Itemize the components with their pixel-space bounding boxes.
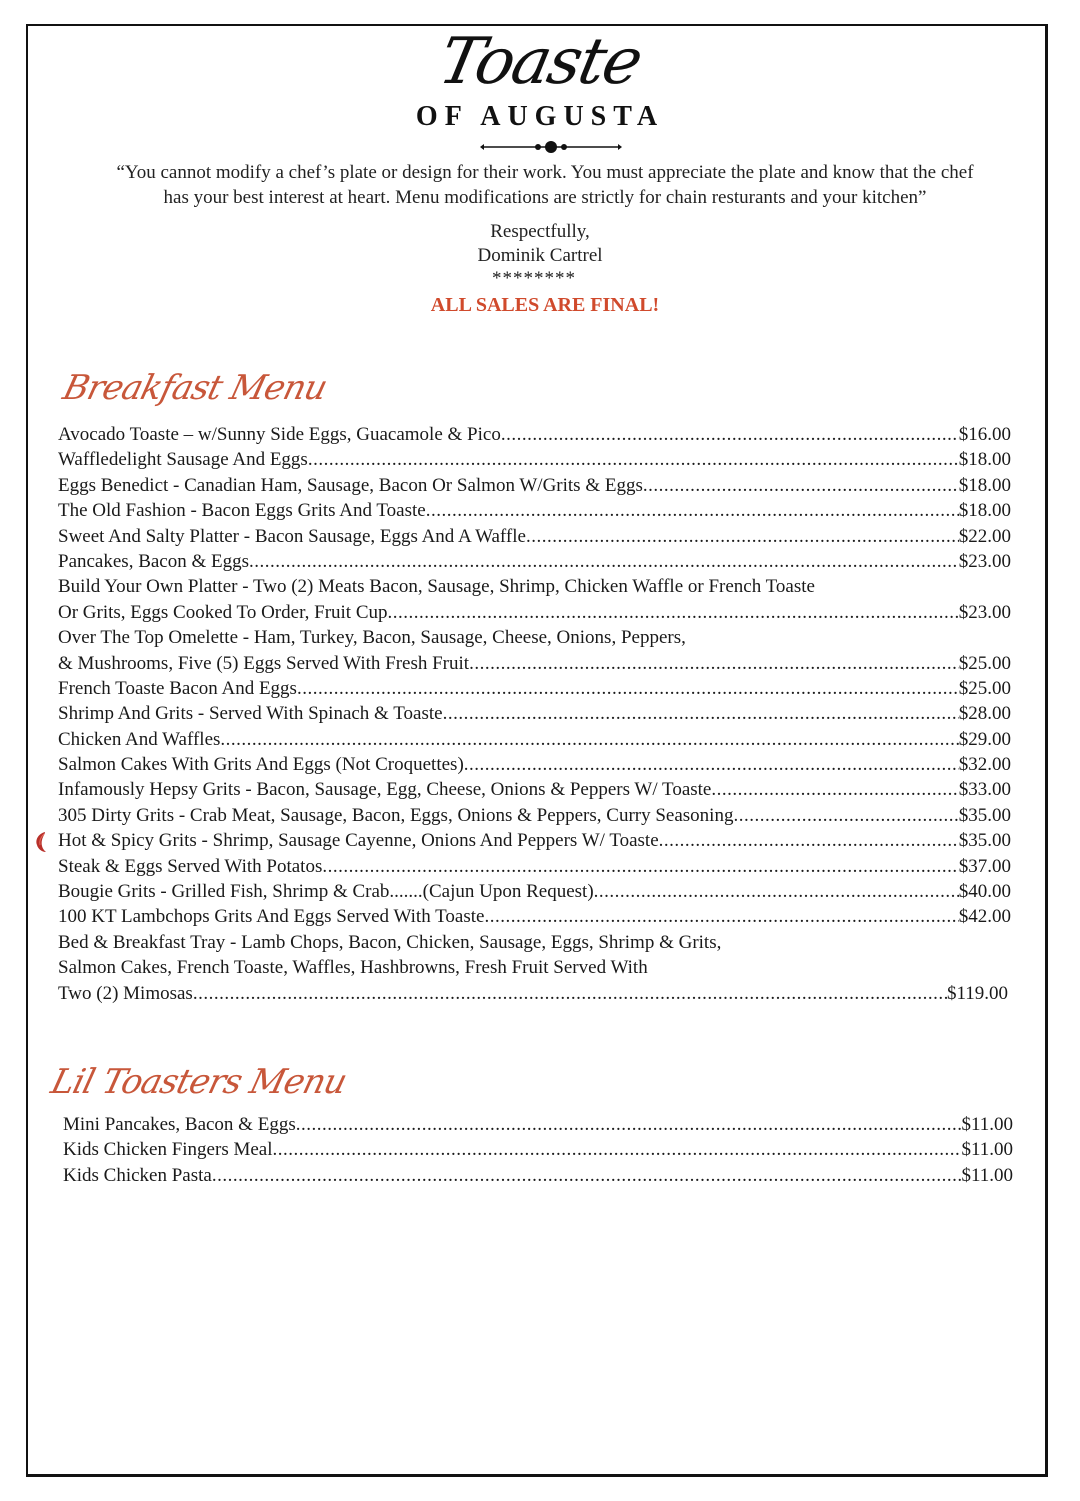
- dot-leader: [426, 498, 959, 523]
- sales-final-notice: ALL SALES ARE FINAL!: [430, 294, 660, 316]
- menu-item: [58, 701, 1011, 726]
- menu-item: [58, 549, 1011, 574]
- menu-item: [63, 1163, 1013, 1188]
- menu-item: [58, 473, 1011, 498]
- item-name-line1: Over The Top Omelette - Ham, Turkey, Bacon, Sausage, Cheese, Onions, Peppers,: [58, 627, 686, 649]
- dot-leader: [464, 752, 959, 777]
- menu-item: [63, 1137, 1013, 1162]
- item-price: $25.00: [958, 677, 1011, 699]
- menu-item: [58, 676, 1011, 701]
- dot-leader: [526, 524, 959, 549]
- menu-item-spicy: [58, 828, 1011, 853]
- menu-item: [58, 854, 1011, 879]
- item-price: $33.00: [958, 779, 1011, 801]
- item-name: Bougie Grits - Grilled Fish, Shrimp & Crab.......(Cajun Upon Request): [58, 881, 594, 903]
- item-name: Mini Pancakes, Bacon & Eggs: [63, 1114, 296, 1135]
- item-price: $11.00: [961, 1164, 1013, 1186]
- dot-leader: [212, 1163, 962, 1188]
- dot-leader: [308, 447, 959, 472]
- item-name: The Old Fashion - Bacon Eggs Grits And Toaste: [58, 500, 426, 522]
- menu-item: [58, 904, 1011, 929]
- item-price: $18.00: [958, 449, 1011, 471]
- separator-stars: ********: [492, 268, 576, 289]
- menu-item-desc-line: [58, 625, 1011, 650]
- dot-leader: [273, 1137, 962, 1162]
- menu-item: [58, 651, 1011, 676]
- item-name: Avocado Toaste – w/Sunny Side Eggs, Guacamole & Pico: [58, 424, 501, 445]
- item-name-line1: Bed & Breakfast Tray - Lamb Chops, Bacon, Chicken, Sausage, Eggs, Shrimp & Grits,: [58, 931, 722, 953]
- menu-item: [58, 498, 1011, 523]
- item-name-line2: Salmon Cakes, French Toaste, Waffles, Hashbrowns, Fresh Fruit Served With: [58, 957, 648, 979]
- breakfast-menu-list: [58, 422, 1011, 1006]
- chef-quote: [40, 160, 1050, 210]
- menu-item: [58, 727, 1011, 752]
- menu-item: [58, 777, 1011, 802]
- item-price: $32.00: [958, 754, 1011, 776]
- item-name: Hot & Spicy Grits - Shrimp, Sausage Cayenne, Onions And Peppers W/ Toaste: [58, 830, 659, 852]
- item-name: 305 Dirty Grits - Crab Meat, Sausage, Bacon, Eggs, Onions & Peppers, Curry Seasoning: [58, 804, 734, 826]
- menu-item: [58, 524, 1011, 549]
- dot-leader: [297, 676, 959, 701]
- breakfast-menu-title: Breakfast Menu: [59, 368, 331, 408]
- menu-item-desc-line: [58, 930, 1011, 955]
- menu-item-desc-line: [58, 574, 1011, 599]
- item-name: Salmon Cakes With Grits And Eggs (Not Croquettes): [58, 754, 464, 776]
- dot-leader: [193, 981, 947, 1006]
- item-name: & Mushrooms, Five (5) Eggs Served With Fresh Fruit: [58, 652, 470, 674]
- menu-item: [58, 803, 1011, 828]
- menu-item: [58, 879, 1011, 904]
- item-price: $35.00: [958, 830, 1011, 852]
- author-name: Dominik Cartrel: [477, 245, 603, 266]
- menu-item: [58, 422, 1011, 447]
- quote-line-1: “You cannot modify a chef’s plate or design for their work. You must appreciate the plate and know that the chef: [116, 162, 974, 183]
- item-name: Eggs Benedict - Canadian Ham, Sausage, Bacon Or Salmon W/Grits & Eggs: [58, 474, 643, 496]
- dot-leader: [469, 651, 959, 676]
- item-name: Two (2) Mimosas: [58, 982, 193, 1004]
- dot-leader: [296, 1112, 962, 1137]
- dot-leader: [733, 803, 958, 828]
- menu-item-desc-line: [58, 955, 1011, 980]
- dot-leader: [643, 473, 959, 498]
- logo-script: Toaste: [432, 25, 648, 99]
- menu-item: [58, 600, 1011, 625]
- logo-subtitle: OF AUGUSTA: [415, 101, 665, 132]
- item-name: Or Grits, Eggs Cooked To Order, Fruit Cup: [58, 601, 388, 623]
- dot-leader: [484, 904, 958, 929]
- ornament-divider-icon: [476, 137, 626, 157]
- item-name: 100 KT Lambchops Grits And Eggs Served With Toaste: [58, 906, 485, 928]
- item-name: Sweet And Salty Platter - Bacon Sausage, Eggs And A Waffle: [58, 525, 526, 547]
- signoff: Respectfully,: [490, 221, 590, 242]
- item-price: $40.00: [958, 881, 1011, 903]
- menu-item: [58, 752, 1011, 777]
- item-price: $11.00: [961, 1114, 1013, 1135]
- item-price: $18.00: [958, 500, 1011, 522]
- menu-item: [63, 1112, 1013, 1137]
- item-price: $119.00: [946, 982, 1008, 1004]
- dot-leader: [594, 879, 959, 904]
- item-price: $37.00: [958, 855, 1011, 877]
- menu-item: [58, 981, 1011, 1006]
- item-price: $25.00: [958, 652, 1011, 674]
- item-price: $23.00: [958, 601, 1011, 623]
- item-price: $29.00: [958, 728, 1011, 750]
- dot-leader: [659, 828, 959, 853]
- chili-pepper-icon: [33, 831, 49, 853]
- item-price: $11.00: [961, 1139, 1013, 1161]
- kids-menu-list: [63, 1112, 1013, 1188]
- item-price: $22.00: [958, 525, 1011, 547]
- dot-leader: [220, 727, 958, 752]
- item-price: $23.00: [958, 550, 1011, 572]
- item-name: Kids Chicken Fingers Meal: [63, 1139, 273, 1161]
- menu-item: [58, 447, 1011, 472]
- item-name: French Toaste Bacon And Eggs: [58, 677, 297, 699]
- item-name: Shrimp And Grits - Served With Spinach & Toaste: [58, 703, 443, 725]
- dot-leader: [249, 549, 959, 574]
- item-name: Infamously Hepsy Grits - Bacon, Sausage, Egg, Cheese, Onions & Peppers W/ Toaste: [58, 779, 712, 801]
- item-name-line1: Build Your Own Platter - Two (2) Meats Bacon, Sausage, Shrimp, Chicken Waffle or French Toaste: [58, 576, 815, 598]
- dot-leader: [501, 422, 959, 447]
- item-name: Kids Chicken Pasta: [63, 1164, 212, 1186]
- item-price: $28.00: [958, 703, 1011, 725]
- item-price: $18.00: [958, 474, 1011, 496]
- item-price: $35.00: [958, 804, 1011, 826]
- dot-leader: [711, 777, 958, 802]
- item-name: Waffledelight Sausage And Eggs: [58, 449, 308, 471]
- item-price: $16.00: [958, 424, 1011, 445]
- item-name: Chicken And Waffles: [58, 728, 221, 750]
- quote-line-2: has your best interest at heart. Menu modifications are strictly for chain resturants and your kitchen”: [163, 187, 927, 208]
- item-name: Steak & Eggs Served With Potatos: [58, 855, 323, 877]
- dot-leader: [322, 854, 958, 879]
- dot-leader: [388, 600, 959, 625]
- dot-leader: [443, 701, 959, 726]
- kids-menu-title: Lil Toasters Menu: [47, 1062, 351, 1102]
- item-price: $42.00: [958, 906, 1011, 928]
- item-name: Pancakes, Bacon & Eggs: [58, 550, 250, 572]
